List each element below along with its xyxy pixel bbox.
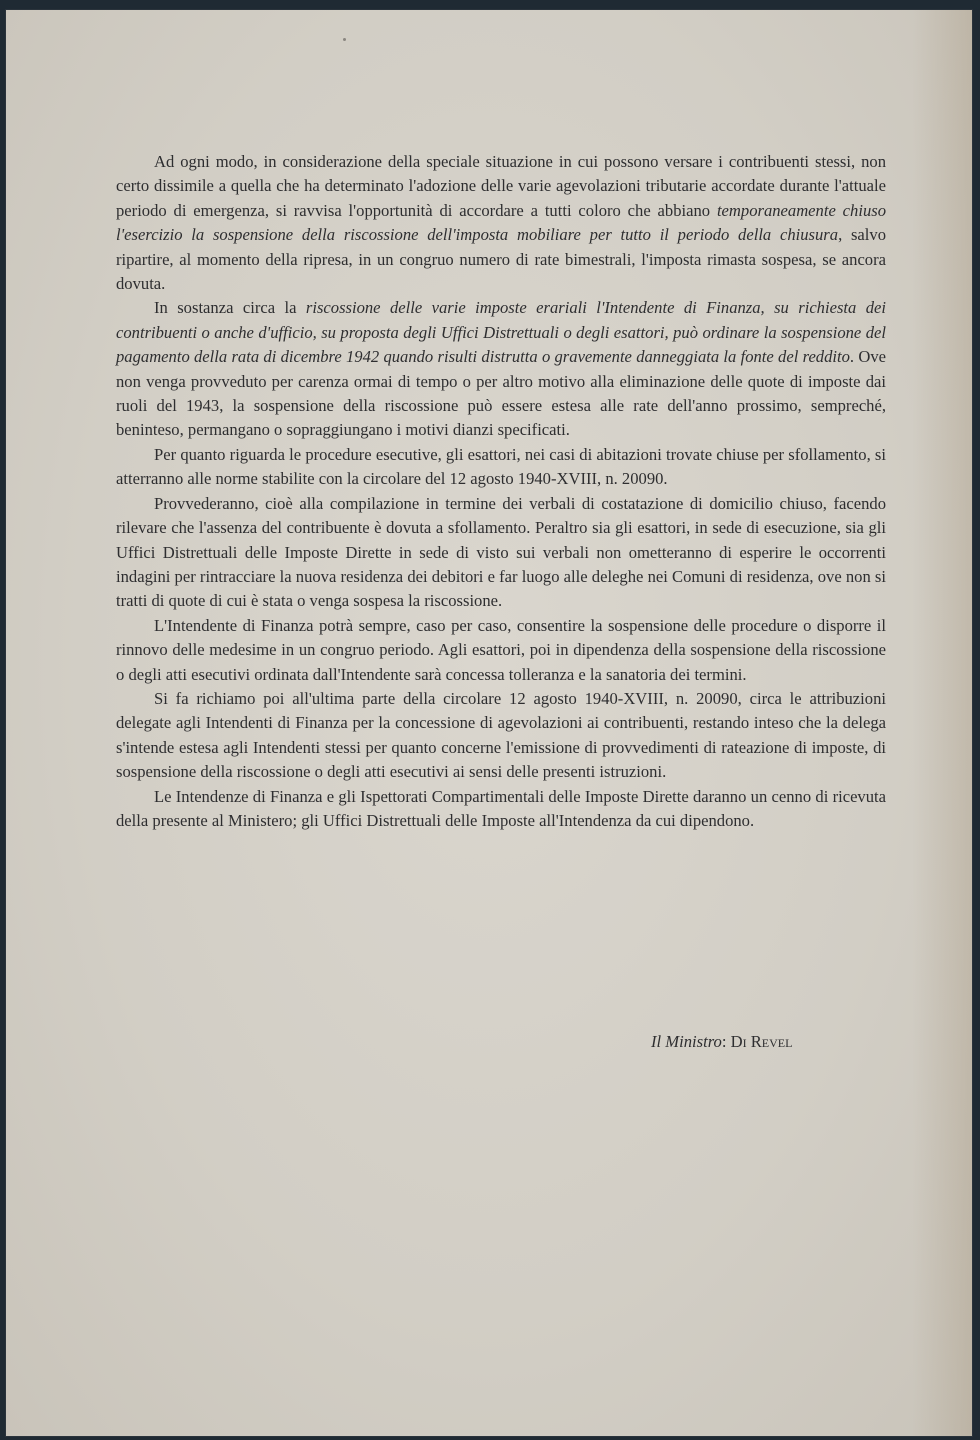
text-run: . Ove non venga provveduto per carenza ormai di tempo o per altro motivo alla eliminazione delle quote di imposte dai ruoli del 1943, la sospensione della riscossione può essere estesa alle rate dell'anno prossimo, sempreché, beninteso, permangano o sopraggiungano i motivi dianzi specificati. bbox=[116, 347, 886, 440]
text-run: Per quanto riguarda le procedure esecutive, gli esattori, nei casi di abitazioni trovate chiuse per sfollamento, si atterranno alle norme stabilite con la circolare del 12 agosto 1940-XVIII, n. 20090. bbox=[116, 444, 886, 489]
page-edge-shadow bbox=[912, 10, 972, 1436]
paragraph bbox=[116, 785, 886, 834]
paragraph bbox=[116, 687, 886, 785]
text-run: L'Intendente di Finanza potrà sempre, caso per caso, consentire la sospensione delle procedure o disporre il rinnovo delle medesime in un congruo periodo. Agli esattori, poi in dipendenza della sospensione della riscossione o degli atti esecutivi ordinata dall'Intendente sarà concessa tolleranza e la sanatoria dei termini. bbox=[116, 615, 886, 684]
paragraph bbox=[116, 492, 886, 614]
paragraph bbox=[116, 443, 886, 492]
text-run: Provvederanno, cioè alla compilazione in termine dei verbali di costatazione di domicilio chiuso, facendo rilevare che l'assenza del contribuente è dovuta a sfollamento. Peraltro sia gli esattori, in sede di esecuzione, sia gli Uffici Distrettuali delle Imposte Dirette in sede di visto sui verbali non ometteranno di esperire le occorrenti indagini per rintracciare la nuova residenza dei debitori e far luogo alle deleghe nei Comuni di residenza, ove non si tratti di quote di cui è stata o venga sospesa la riscossione. bbox=[116, 493, 886, 611]
paragraph bbox=[116, 296, 886, 442]
italic-text-run: temporaneamente chiuso l'esercizio la sospensione della riscossione dell'imposta mobiliare per tutto il periodo della chiusura bbox=[116, 200, 887, 245]
text-run: , salvo ripartire, al momento della ripresa, in un congruo numero di rate bimestrali, l'imposta rimasta sospesa, se ancora dovuta. bbox=[116, 225, 886, 294]
signature-name: Di Revel bbox=[730, 1032, 793, 1051]
text-run: In sostanza circa la bbox=[154, 298, 306, 318]
paragraph bbox=[116, 614, 886, 687]
italic-text-run: riscossione delle varie imposte erariali l'Intendente di Finanza, su richiesta dei contribuenti o anche d'ufficio, su proposta degli Uffici Distrettuali o degli esattori, può ordinare la sospensione del pagamento della rata di dicembre 1942 quando risulti distrutta o gravemente danneggiata la fonte del reddito bbox=[116, 298, 886, 367]
text-run: Si fa richiamo poi all'ultima parte della circolare 12 agosto 1940-XVIII, n. 20090, circa le attribuzioni delegate agli Intendenti di Finanza per la concessione di agevolazioni ai contribuenti, restando inteso che la delega s'intende estesa agli Intendenti stessi per quanto concerne l'emissione di provvedimenti di rateazione di imposte, di sospensione della riscossione o degli atti esecutivi ai sensi delle presenti istruzioni. bbox=[116, 688, 886, 782]
signature-separator: : bbox=[721, 1032, 731, 1051]
signature-label: Il Ministro bbox=[651, 1032, 722, 1051]
scanned-page bbox=[6, 10, 972, 1436]
text-run: Le Intendenze di Finanza e gli Ispettorati Compartimentali delle Imposte Dirette daranno un cenno di ricevuta della presente al Ministero; gli Uffici Distrettuali delle Imposte all'Intendenza da cui dipendono. bbox=[116, 786, 886, 830]
signature bbox=[651, 1032, 792, 1052]
body-text bbox=[116, 150, 886, 833]
paper-speck bbox=[343, 38, 346, 41]
paragraph bbox=[116, 150, 886, 296]
text-run: Ad ogni modo, in considerazione della speciale situazione in cui possono versare i contribuenti stessi, non certo dissimile a quella che ha determinato l'adozione delle varie agevolazioni tributarie accordate durante l'attuale periodo di emergenza, si ravvisa l'opportunità di accordare a tutti coloro che abbiano bbox=[116, 152, 886, 220]
